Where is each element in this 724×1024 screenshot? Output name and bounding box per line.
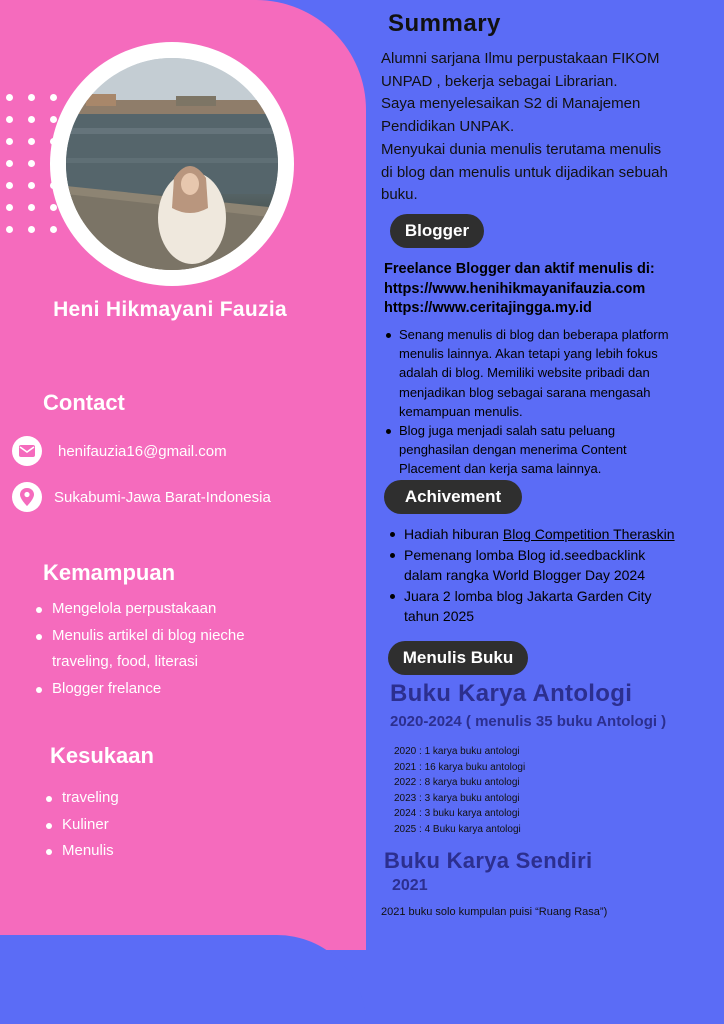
list-line: Hadiah hiburan [404, 526, 503, 542]
kesukaan-title: Kesukaan [50, 743, 154, 768]
list-item [388, 586, 708, 627]
list-item [388, 524, 708, 545]
summary-title: Summary [388, 10, 501, 37]
summary-line: Pendidikan UNPAK. [381, 118, 515, 136]
sendiri-title: Buku Karya Sendiri [384, 848, 593, 873]
contact-email-row [12, 436, 227, 466]
contact-location: Sukabumi-Jawa Barat-Indonesia [54, 488, 271, 506]
year-item: 2020 : 1 karya buku antologi [394, 746, 520, 757]
list-item [388, 545, 708, 586]
summary-line: di blog dan menulis untuk dijadikan sebuah [381, 163, 668, 181]
list-line: Senang menulis di blog dan beberapa platform [399, 327, 669, 342]
blogger-list [384, 325, 714, 479]
list-item [34, 623, 354, 676]
blogger-pill: Blogger [390, 214, 484, 248]
summary-line: Alumni sarjana Ilmu perpustakaan FIKOM [381, 50, 660, 67]
list-line: Pemenang lomba Blog id.seedbacklink [404, 546, 646, 563]
contact-location-row [12, 482, 271, 512]
summary-line: Menyukai dunia menulis terutama menulis [381, 140, 662, 158]
blogger-heading-line: Freelance Blogger dan aktif menulis di: [384, 261, 655, 277]
list-item: Kuliner [44, 812, 244, 839]
list-item: Mengelola perpustakaan [34, 596, 354, 623]
menulis-buku-pill: Menulis Buku [388, 641, 528, 675]
year-item: 2022 : 8 karya buku antologi [394, 777, 520, 789]
kemampuan-title: Kemampuan [43, 560, 176, 585]
competition-link[interactable]: Blog Competition Theraskin [502, 526, 675, 542]
blogger-link-2[interactable]: https://www.ceritajingga.my.id [384, 300, 592, 316]
sendiri-text: 2021 buku solo kumpulan puisi “Ruang Rasa”) [381, 906, 608, 918]
contact-email[interactable]: henifauzia16@gmail.com [58, 442, 227, 460]
list-line: Juara 2 lomba blog Jakarta Garden City [404, 587, 652, 604]
blogger-heading [384, 260, 714, 319]
summary-text [381, 48, 711, 207]
year-item: 2025 : 4 Buku karya antologi [394, 823, 521, 835]
contact-title: Contact [43, 390, 125, 415]
bottom-blue-blob [0, 935, 366, 1024]
list-line: dalam rangka World Blogger Day 2024 [404, 567, 645, 583]
list-item: traveling [44, 785, 244, 812]
achievement-list [388, 524, 708, 627]
list-line: adalah di blog. Memiliki website pribadi dan [399, 365, 650, 381]
sendiri-year: 2021 [392, 877, 428, 894]
list-line: menulis lainnya. Akan tetapi yang lebih fokus [399, 346, 658, 362]
summary-line: Saya menyelesaikan S2 di Manajemen [381, 95, 641, 113]
envelope-icon [12, 436, 42, 466]
kesukaan-list [44, 785, 244, 865]
list-item [384, 325, 714, 421]
list-item-text: traveling, food, literasi [52, 653, 198, 670]
antologi-subtitle: 2020-2024 ( menulis 35 buku Antologi ) [390, 713, 667, 730]
year-item: 2021 : 16 karya buku antologi [394, 761, 526, 773]
list-item: Menulis [44, 838, 244, 865]
profile-name: Heni Hikmayani Fauzia [53, 298, 287, 321]
profile-photo [66, 58, 278, 270]
summary-line: UNPAD , bekerja sebagai Librarian. [381, 72, 618, 90]
list-line: Blog juga menjadi salah satu peluang [399, 423, 616, 439]
list-line: kemampuan menulis. [399, 403, 523, 419]
year-item: 2023 : 3 karya buku antologi [394, 792, 520, 804]
map-pin-icon [12, 482, 42, 512]
list-item: Blogger frelance [34, 676, 354, 703]
list-line: menjadikan blog sebagai sarana mengasah [399, 384, 651, 400]
list-line: Placement dan kerja sama lainnya. [399, 461, 602, 477]
blogger-link-1[interactable]: https://www.henihikmayanifauzia.com [384, 280, 646, 297]
summary-line: buku. [381, 186, 418, 204]
list-line: tahun 2025 [404, 608, 475, 624]
list-line: penghasilan dengan menerima Content [399, 442, 627, 458]
achievement-pill: Achivement [384, 480, 522, 514]
list-item [384, 421, 714, 479]
kemampuan-list [34, 596, 354, 702]
antologi-title: Buku Karya Antologi [390, 680, 633, 707]
antologi-year-list [394, 744, 525, 838]
year-item: 2024 : 3 buku karya antologi [394, 808, 520, 820]
list-item-text: Menulis artikel di blog nieche [52, 626, 245, 644]
